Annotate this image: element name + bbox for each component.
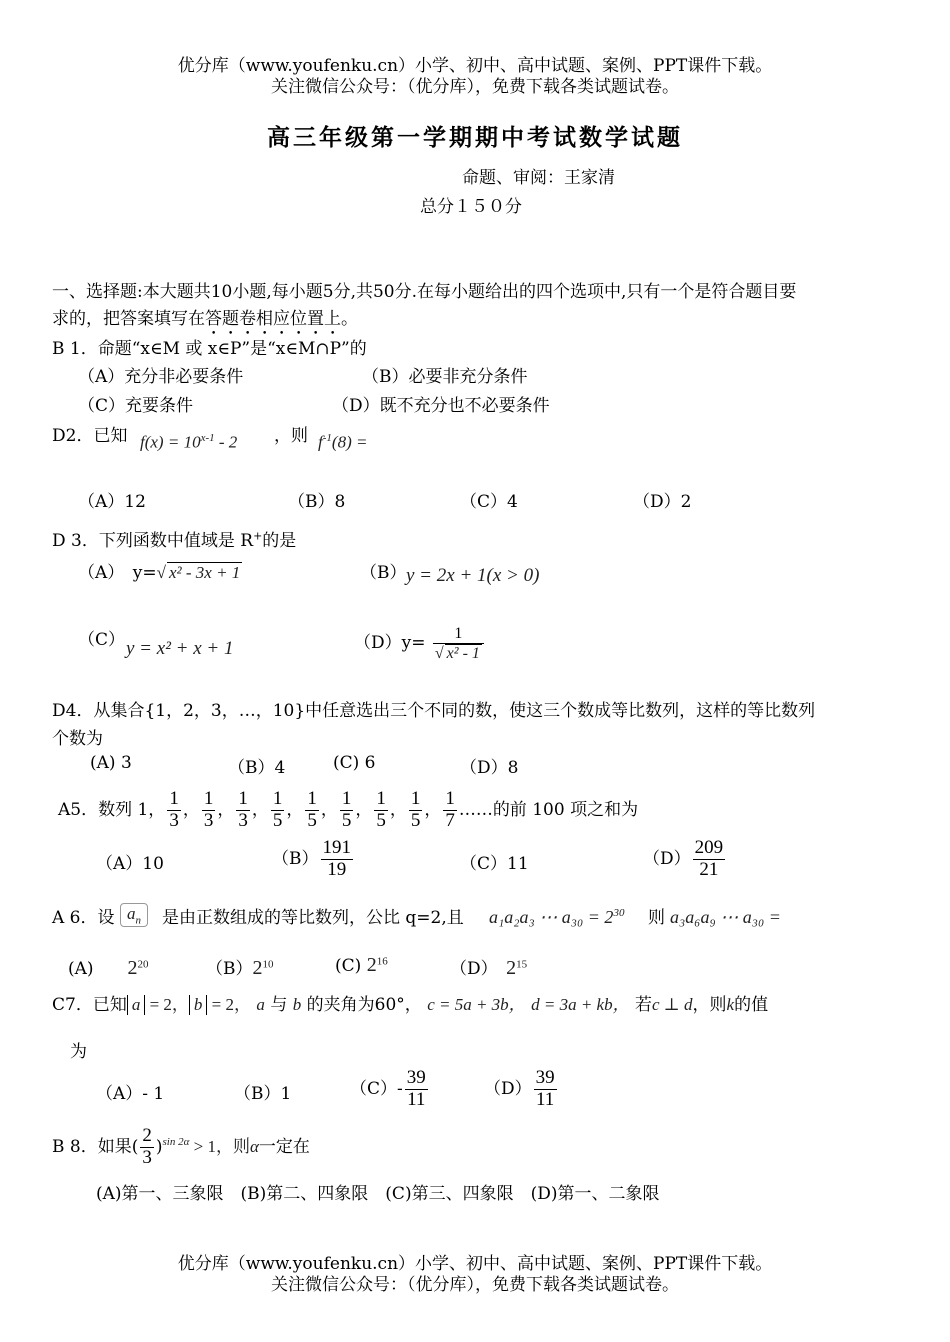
q5-separator: ， — [251, 799, 269, 820]
q2-option-d: （D）2 — [633, 492, 692, 512]
q5-fraction: $\frac{1}{5}$ — [307, 788, 317, 831]
q1-stem: B 1．命题“x∈M 或 x∈P”是“x∈M∩P”的 — [52, 339, 367, 359]
q6-question: a₃a₆a₉ ⋯ a₃₀ = — [670, 907, 781, 927]
q2-option-b: （B）8 — [288, 492, 346, 512]
section-intro-line-1: 一、选择题:本大题共10小题,每小题5分,共50分.在每小题给出的四个选项中,只有一个是符合题目要 — [52, 282, 797, 302]
header-line-1: 优分库（www.youfenku.cn）小学、初中、高中试题、案例、PPT课件下载。 — [177, 56, 773, 76]
q3-option-c-label: （C） — [78, 630, 126, 650]
q5-separator: ， — [320, 799, 338, 820]
q4-line-1: D4．从集合{1，2，3，…，10}中任意选出三个不同的数，使这三个数成等比数列，这样的等比数列 — [52, 701, 816, 721]
q5-stem: A5．数列 1， $\frac{1}{3}$ ， $\frac{1}{3}$ ， $\frac{1}{3}$ ， $\frac{1}{5}$ ， $\frac{1}{5}$ ， $\frac{1}{5}$ ， $\frac{1}{5}$ ， $\frac{1}{5}$ ， $\frac{1}{7}$ ……的前 100 项之和为 — [58, 788, 639, 831]
q5-fraction: $\frac{1}{5}$ — [341, 788, 352, 831]
footer-line-1: 优分库（www.youfenku.cn）小学、初中、高中试题、案例、PPT课件下载。 — [177, 1254, 773, 1274]
page-title: 高三年级第一学期期中考试数学试题 — [267, 124, 683, 151]
q5-fraction: $\frac{1}{3}$ — [238, 788, 248, 831]
section-intro-text: 求的，把答案填写在 — [52, 309, 205, 329]
q6-stem: A 6．设 — [52, 908, 115, 928]
q3-option-b-label: （B） — [360, 563, 407, 583]
q4-option-b: （B）4 — [228, 758, 286, 778]
q6-option-c: (C) $2^{16}$ — [335, 954, 388, 976]
q5-option-c: （C）11 — [460, 854, 529, 874]
q4-line-2: 个数为 — [52, 729, 103, 749]
q3-option-c-expr: y = x² + x + 1 — [126, 638, 234, 659]
q1-option-a: （A）充分非必要条件 — [78, 367, 244, 387]
q4-option-d: （D）8 — [460, 758, 519, 778]
footer-line-2: 关注微信公众号：（优分库），免费下载各类试题试卷。 — [271, 1275, 679, 1295]
q5-option-b: （B） $\frac{191}{19}$ — [272, 837, 351, 880]
q2-stem: D2．已知 — [52, 426, 128, 446]
q8-options: (A)第一、三象限 (B)第二、四象限 (C)第三、四象限 (D)第一、二象限 — [96, 1184, 660, 1204]
q6-option-d: （D） $2^{15}$ — [450, 957, 528, 979]
q5-separator: ， — [355, 799, 373, 820]
q5-separator: ， — [389, 799, 407, 820]
q6-product: a₁a₂a₃ ⋯ $a_{30} = 2^{30}$ — [489, 907, 625, 927]
q3-option-a: （A） y=√ x² - 3x + 1 — [78, 563, 241, 583]
q5-option-a: （A）10 — [96, 854, 164, 874]
q5-separator: ， — [286, 799, 304, 820]
q5-separator: ， — [182, 799, 200, 820]
q2-inverse: $f^{-1}(8)$ = — [318, 432, 368, 452]
q7-option-a: （A）- 1 — [96, 1084, 165, 1104]
q5-fraction: $\frac{1}{7}$ — [445, 788, 455, 831]
q2-function: $f(x) = 10^{x-1} - 2$ — [140, 432, 238, 452]
q5-fraction: $\frac{1}{5}$ — [376, 788, 386, 831]
q7-stem: C7．已知 a = 2， b = 2， a 与 b 的夹角为60°， c = 5a + 3b， d = 3a + kb， 若c ⊥ d，则k的值 — [52, 995, 769, 1015]
q1-option-d: （D）既不充分也不必要条件 — [332, 396, 550, 416]
q6-option-b: $(B)2^{10}$ — [206, 957, 274, 979]
section-intro-emphasis: 答题卷相应位置上 — [205, 309, 341, 329]
q5-fraction: $\frac{1}{5}$ — [272, 788, 283, 831]
q3-option-b-expr: y = 2x + 1(x > 0) — [406, 565, 540, 586]
q7-option-d: （D） $\frac{39}{11}$ — [484, 1067, 555, 1110]
q3-stem: D 3．下列函数中值域是 R+的是 — [52, 529, 297, 551]
q2-then: ，则 — [274, 426, 308, 446]
q7-line-2: 为 — [70, 1042, 87, 1062]
q4-option-c: (C) 6 — [333, 753, 376, 773]
author-line: 命题、审阅：王家清 — [462, 168, 615, 188]
q6-then: 则 — [648, 908, 665, 928]
q7-option-c: （C）- $\frac{39}{11}$ — [350, 1067, 426, 1110]
q5-fraction: $\frac{1}{5}$ — [410, 788, 421, 831]
q3-option-d: （D）y= $\frac{1}{\text{√ x² - 1}}$ — [354, 625, 486, 662]
q6-condition: 是由正数组成的等比数列，公比 q=2,且 — [162, 908, 464, 928]
q5-separator: ， — [424, 799, 442, 820]
section-intro-end: 。 — [341, 309, 358, 329]
q1-option-c: （C）充要条件 — [78, 396, 194, 416]
q5-option-d: （D） $\frac{209}{21}$ — [643, 837, 724, 880]
q5-fraction: $\frac{1}{3}$ — [203, 788, 214, 831]
q6-option-a: (A) $2^{20}$ — [68, 957, 149, 979]
q4-option-a: (A) 3 — [90, 753, 132, 773]
q7-option-b: （B）1 — [234, 1084, 292, 1104]
q5-fraction: $\frac{1}{3}$ — [169, 788, 179, 831]
q1-option-b: （B）必要非充分条件 — [362, 367, 528, 387]
q2-option-c: （C）4 — [460, 492, 518, 512]
q2-option-a: （A）12 — [78, 492, 146, 512]
q5-separator: ， — [217, 799, 235, 820]
q8-stem: B 8．如果( $\frac{2}{3}$ )$^{sin 2\alpha}$ > 1，则α一定在 — [52, 1125, 310, 1168]
total-score: 总分１５０分 — [420, 197, 522, 217]
q6-sequence: $a_n$ — [120, 903, 148, 927]
header-line-2: 关注微信公众号：（优分库），免费下载各类试题试卷。 — [271, 77, 679, 97]
